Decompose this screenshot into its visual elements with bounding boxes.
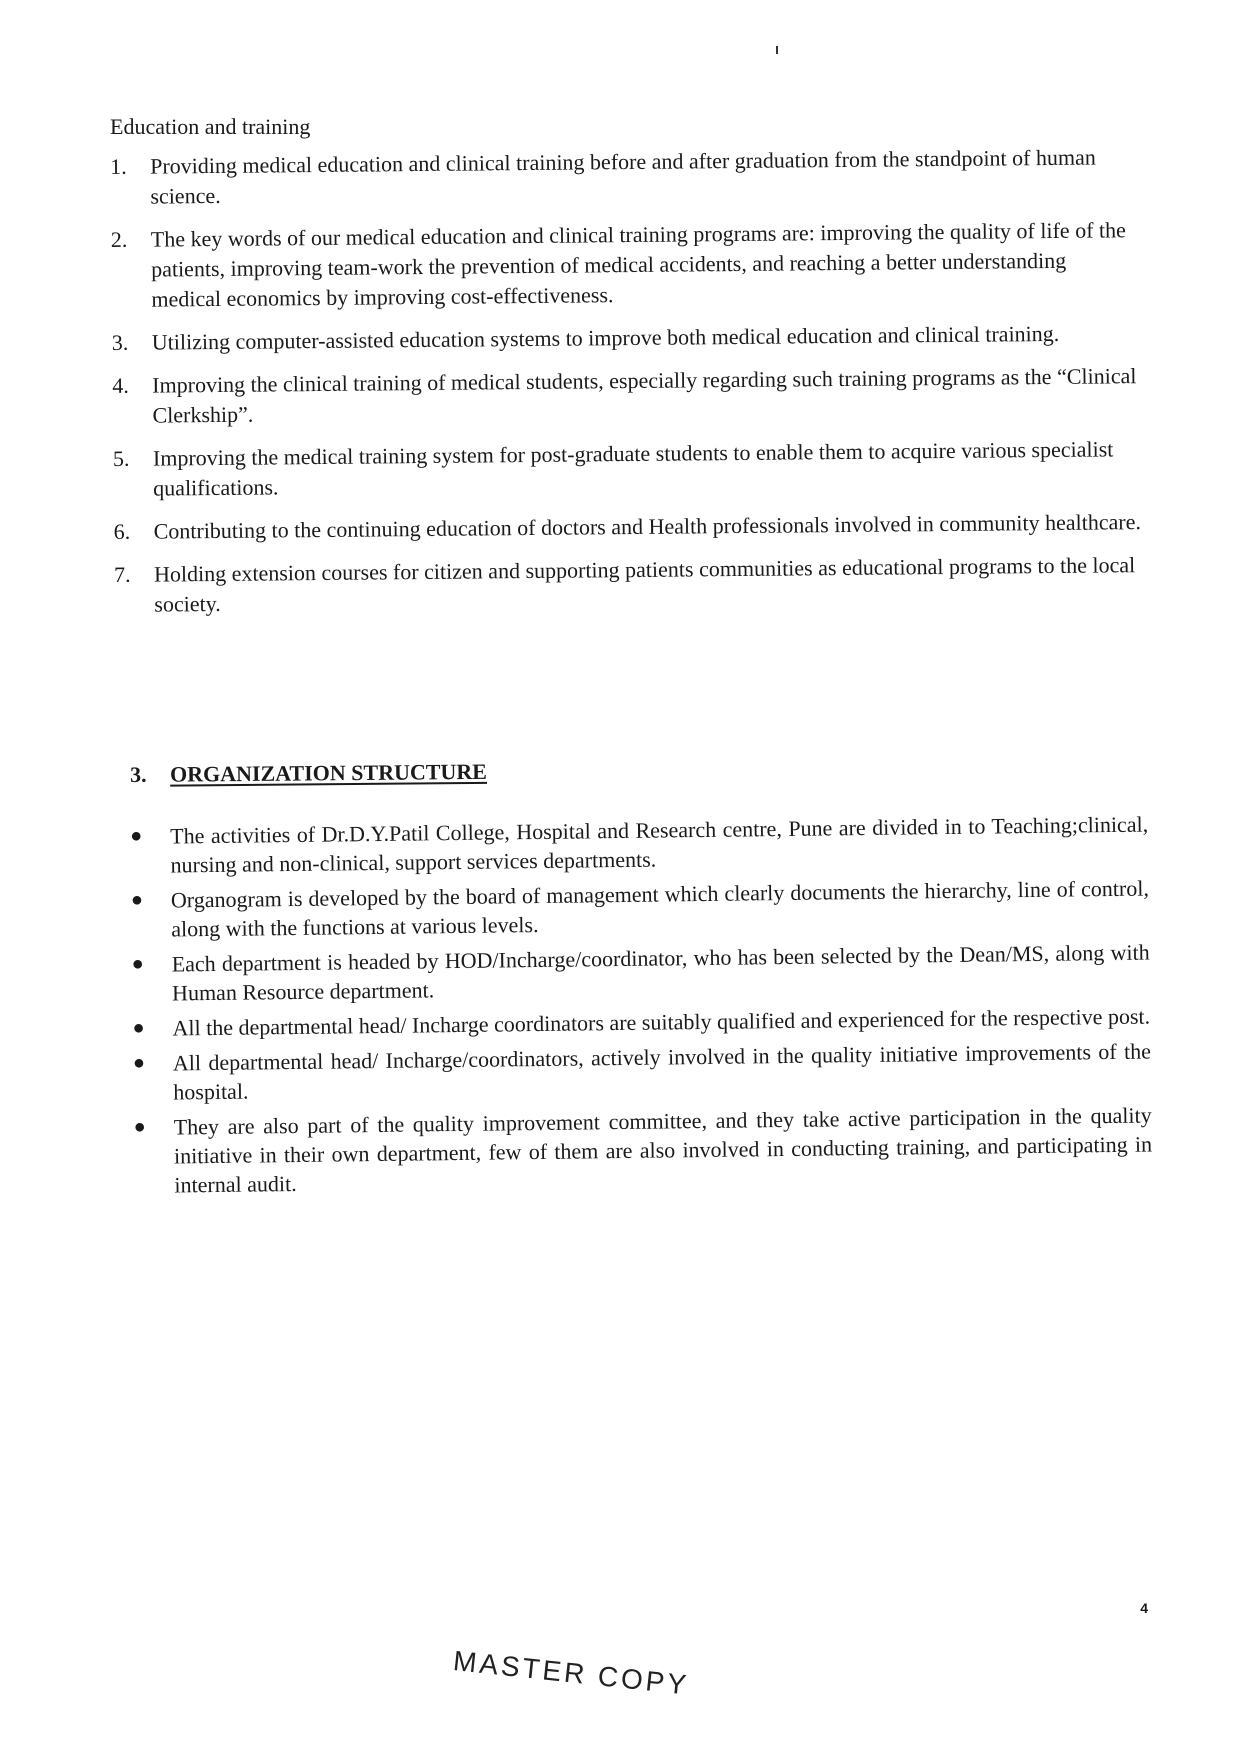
- list-item: [111, 215, 1142, 315]
- organization-bullets: [130, 810, 1153, 1206]
- bullet-text: All the departmental head/ Incharge coordinators are suitably qualified and experienced for the respective post.: [172, 1003, 1151, 1041]
- section-title-text: ORGANIZATION STRUCTURE: [169, 758, 488, 787]
- section-title: [130, 759, 487, 788]
- list-item: [112, 318, 1142, 358]
- list-item: [112, 361, 1143, 431]
- list-item: [114, 507, 1144, 547]
- item-number: 3.: [111, 329, 129, 355]
- bullet-text: Each department is headed by HOD/Incharge/coordinator, who has been selected by the Dean/MS, along with Human Resource department.: [171, 939, 1150, 1006]
- item-number: 6.: [113, 518, 131, 544]
- bullet-item: [130, 810, 1149, 880]
- page-number: 4: [1140, 1600, 1148, 1616]
- list-item: [110, 142, 1141, 212]
- item-number: 7.: [113, 561, 131, 587]
- scan-mark: [776, 46, 778, 54]
- bullet-text: The activities of Dr.D.Y.Patil College, Hospital and Research centre, Pune are divided in to Teaching;clinical, nursing and non-clinical, support services departments.: [170, 811, 1149, 878]
- bullet-item: [132, 938, 1151, 1008]
- item-text: Contributing to the continuing education of doctors and Health professionals involved in community healthcare.: [153, 509, 1142, 544]
- bullet-icon: ●: [131, 952, 144, 975]
- item-text: The key words of our medical education and clinical training programs are: improving the quality of life of the patients, improving team-work the prevention of medical accidents, and reaching a better understanding medical economics by improving cost-effectiveness.: [150, 217, 1126, 312]
- item-text: Improving the medical training system for post-graduate students to enable them to acquire various specialist qualifications.: [152, 436, 1114, 501]
- item-number: 2.: [110, 226, 128, 252]
- bullet-text: Organogram is developed by the board of management which clearly documents the hierarchy, line of control, along with the functions at various levels.: [170, 875, 1150, 942]
- education-list: [110, 142, 1145, 633]
- item-text: Providing medical education and clinical training before and after graduation from the standpoint of human science.: [150, 144, 1096, 209]
- section-heading: Education and training: [110, 114, 311, 139]
- list-item: [113, 434, 1144, 504]
- master-copy-stamp: MASTER COPY: [451, 1645, 691, 1701]
- bullet-text: They are also part of the quality improvement committee, and they take active participation in the quality initiative in their own department, few of them are also involved in conducting training, and participating in internal audit.: [173, 1102, 1153, 1198]
- item-text: Improving the clinical training of medical students, especially regarding such training programs as the “Clinical Clerkship”.: [152, 363, 1137, 428]
- bullet-icon: ●: [130, 888, 144, 911]
- section-number: 3.: [130, 761, 147, 787]
- bullet-text: All departmental head/ Incharge/coordinators, actively involved in the quality initiative improvements of the hospital.: [172, 1038, 1152, 1105]
- bullet-icon: ●: [132, 1016, 145, 1039]
- item-text: Utilizing computer-assisted education systems to improve both medical education and clinical training.: [151, 320, 1060, 355]
- item-number: 4.: [112, 372, 129, 398]
- bullet-item: [131, 874, 1150, 944]
- bullet-item: [132, 1002, 1150, 1043]
- bullet-item: [134, 1101, 1153, 1200]
- item-number: 5.: [112, 445, 130, 471]
- item-text: Holding extension courses for citizen and supporting patients communities as educational programs to the local society.: [153, 552, 1136, 617]
- bullet-icon: ●: [133, 1115, 146, 1138]
- list-item: [114, 550, 1145, 620]
- bullet-item: [133, 1037, 1152, 1107]
- item-number: 1.: [110, 153, 127, 179]
- bullet-icon: ●: [130, 824, 143, 847]
- bullet-icon: ●: [132, 1051, 146, 1074]
